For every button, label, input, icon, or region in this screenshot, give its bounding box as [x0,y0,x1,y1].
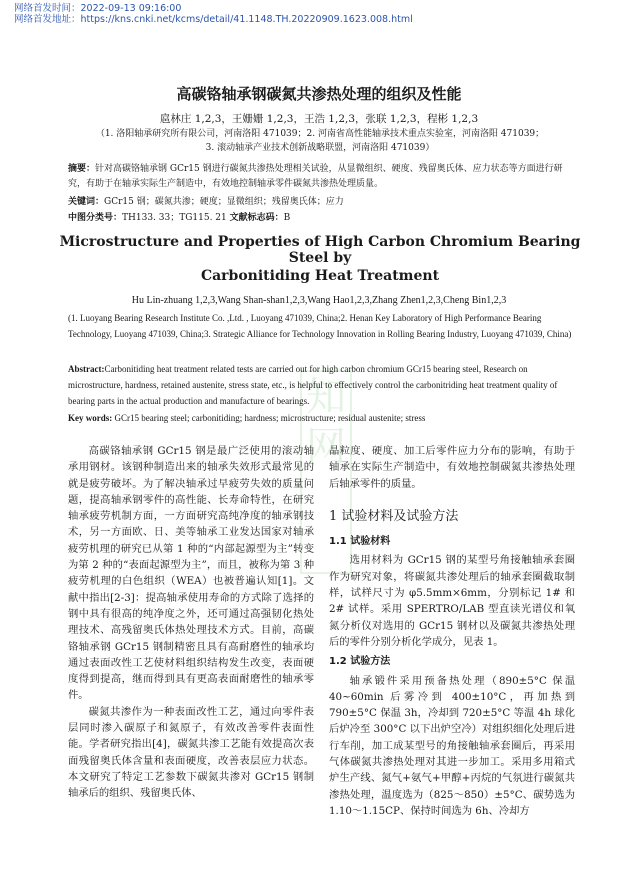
classification-label: 中图分类号： [68,213,123,223]
body-paragraph: 碳氮共渗作为一种表面改性工艺，通过向零件表层同时渗入碳原子和氮原子，有效改善零件表面性能。学者研究指出[4]，碳氮共渗工艺能有效提高次表面残留奥氏体含量和表面硬度，改善表层应力状态。本文研究了特定工艺参数下碳氮共渗对 GCr15 钢制轴承后的组织、残留奥氏体、 [68,705,314,800]
keywords-en-text: GCr15 bearing steel; carbonitiding; hardness; microstructure; residual austenite; stress [114,413,426,423]
keywords-cn [68,195,574,210]
body-right-column [329,443,575,819]
affiliation-cn-1: （1. 洛阳轴承研究所有限公司，河南洛阳 471039；2. 河南省高性能轴承技术重点实验室，河南洛阳 471039； [95,129,545,139]
body-paragraph: 晶粒度、硬度、加工后零件应力分布的影响，有助于轴承在实际生产制造中，有效地控制碳氮共渗热处理后轴承零件的质量。 [329,445,575,490]
subsection-heading-1-1: 1.1 试验材料 [329,536,391,548]
authors-en: Hu Lin-zhuang 1,2,3,Wang Shan-shan1,2,3,Wang Hao1,2,3,Zhang Zhen1,2,3,Cheng Bin1,2,3 [131,295,507,306]
section-heading-1: 1 试验材料及试验方法 [329,508,459,524]
affiliation-cn-2: 3. 滚动轴承产业技术创新战略联盟，河南洛阳 471039） [205,143,435,153]
watermark: 知网 [300,370,352,574]
abstract-en-label: Abstract: [68,364,105,374]
body-paragraph: 选用材料为 GCr15 钢的某型号角接触轴承套圈作为研究对象，将碳氮共渗处理后的轴承套圈截取制样，试样尺寸为 φ5.5mm×6mm，分别标记 1# 和 2# 试样。采用 SPERTRO/LAB 型直读光谱仪和氧氮分析仪对选用的 GCr15 钢材以及碳氮共渗热处理后的零件分别分析化学成分，见表 1。 [329,554,575,648]
doc-code-label: 文献标志码： [229,213,284,223]
keywords-en-label: Key words: [68,413,113,423]
authors-cn: 扈林庄 1,2,3，王姗姗 1,2,3，王浩 1,2,3，张联 1,2,3，程彬 1,2,3 [159,113,479,125]
affiliation-en: (1. Luoyang Bearing Research Institute Co. ,Ltd. , Luoyang 471039, China;2. Henan Key Laboratory of High Performance Bearing Technology, Luoyang 471039, China;3. Strategic Alliance for Technology Innovation in Rolling Bearing Industry, Luoyang 471039, China) [68,313,572,339]
publish-url[interactable]: 网络首发地址：https://kns.cnki.net/kcms/detail/41.1148.TH.20220909.1623.008.html [14,14,413,25]
classification-cn [68,211,574,226]
abstract-en [68,361,574,409]
abstract-cn-label: 摘要： [68,164,96,174]
body-left-column [68,443,314,802]
abstract-en-text: Carbonitiding heat treatment related tests are carried out for high carbon chromium GCr15 bearing steel, Research on microstructure, hardness, retained austenite, stress state, etc., is helpful to effectively control the carbonitriding heat treatment quality of bearing parts in the actual production and manufacture of bearings. [68,364,558,406]
title-en-line-1: Microstructure and Properties of High Carbon Chromium Bearing Steel by [59,234,581,266]
publish-time: 网络首发时间：2022-09-13 09:16:00 [14,3,182,14]
doc-code: B [283,213,291,223]
abstract-cn-text: 针对高碳铬轴承钢 GCr15 钢进行碳氮共渗热处理相关试验，从显微组织、硬度、残留奥氏体、应力状态等方面进行研究，有助于在轴承实际生产制造中，有效地控制轴承零件碳氮共渗热处理质量。 [68,164,563,189]
classification-text: TH133. 33；TG115. 21 [122,213,227,223]
title-cn: 高碳铬轴承钢碳氮共渗热处理的组织及性能 [176,85,462,103]
title-en-line-2: Carbonitiding Heat Treatment [200,268,440,284]
keywords-cn-text: GCr15 钢；碳氮共渗；硬度；显微组织；残留奥氏体；应力 [104,197,344,207]
keywords-cn-label: 关键词： [68,197,105,207]
subsection-heading-1-2: 1.2 试验方法 [329,656,391,668]
body-paragraph: 高碳铬轴承钢 GCr15 钢是最广泛使用的滚动轴承用钢材。该钢种制造出来的轴承失效形式最常见的就是疲劳破坏。为了解决轴承过早疲劳失效的质量问题，提高轴承钢零件的高性能、长寿命特性，在研究轴承疲劳机制方面，一方面研究高纯净度的轴承钢技术，另一方面欧、日、美等轴承工业发达国家对轴承疲劳机理的研究已从第 1 种的“内部起源型为主”转变为第 2 种的“表面起源型为主”，而且，被称为第 3 种疲劳机理的白色组织（WEA）也被普遍认知[1]。文献中指出[2-3]：提高轴承使用寿命的方式除了选择的钢中具有很高的纯净度之外，还可通过高强韧化热处理技术、高残留奥氏体热处理技术方式。目前，高碳铬轴承钢 GCr15 钢制精密且具有高耐磨性的轴承均通过表面改性工艺使材料组织结构发生改变，表面硬度得到提高，继而得到具有更高表面耐磨性的轴承零件。 [68,445,314,702]
body-paragraph: 轴承锻件采用预备热处理（890±5°C 保温 40~60min 后雾冷到 400±10°C，再加热到 790±5°C 保温 3h，冷却到 720±5°C 等温 4h 球化后炉冷至 300°C 以下出炉空冷）对组织细化处理后进行车削，加工成某型号的角接触轴承套圈后，再采用气体碳氮共渗热处理对其进一步加工。采用多用箱式炉生产线、氮气+氨气+甲醇+丙烷的气氛进行碳氮共渗热处理，温度选为（825～850）±5°C、碳势选为 1.10～1.15CP、保持时间选为 6h、冷却方 [329,674,575,817]
abstract-cn [68,162,574,192]
keywords-en [68,411,574,425]
